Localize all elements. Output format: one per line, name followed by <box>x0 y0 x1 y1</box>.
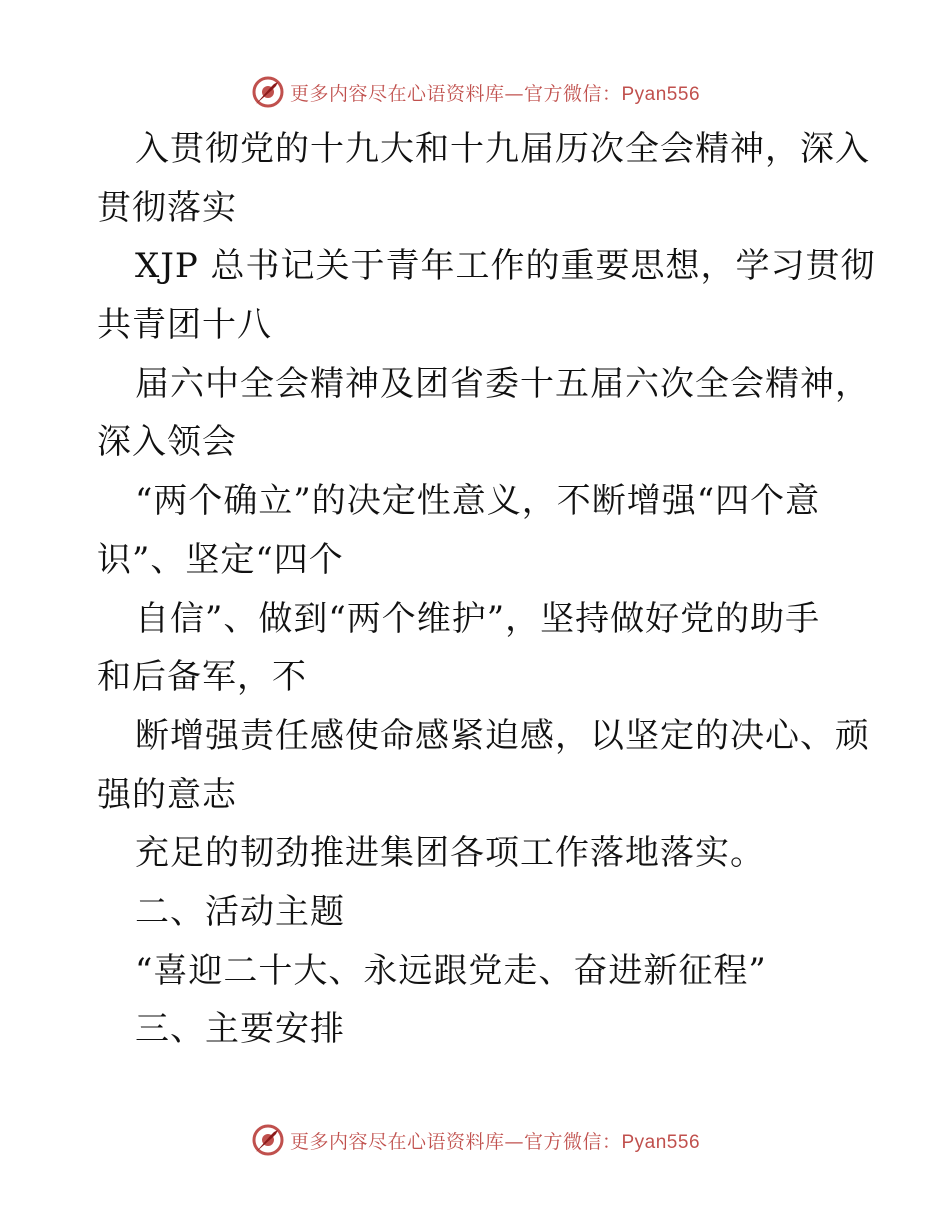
footer-banner-id: Pyan556 <box>621 1131 701 1153</box>
body-text <box>97 120 876 1059</box>
text-line: “两个确立”的决定性意义，不断增强“四个意 <box>135 481 821 522</box>
text-line: XJP 总书记关于青年工作的重要思想，学习贯彻 <box>135 246 876 287</box>
text-line: 共青团十八 <box>97 305 272 346</box>
text-line: 贯彻落实 <box>97 187 237 228</box>
header-banner <box>0 70 950 114</box>
text-line: 识”、坚定“四个 <box>97 539 344 580</box>
footer-banner <box>0 1118 950 1162</box>
section-heading: 三、主要安排 <box>135 1009 345 1050</box>
text-line: 入贯彻党的十九大和十九届历次全会精神，深入 <box>135 129 870 169</box>
text-line: 和后备军，不 <box>97 657 307 698</box>
text-line: 断增强责任感使命感紧迫感，以坚定的决心、顽 <box>135 715 870 756</box>
text-line: 深入领会 <box>97 422 237 463</box>
footer-banner-text: 更多内容尽在心语资料库—官方微信：Pyan556 <box>289 1130 701 1153</box>
text-line: 自信”、做到“两个维护”，坚持做好党的助手 <box>135 598 821 639</box>
section-heading: 二、活动主题 <box>135 891 345 932</box>
text-line: 充足的韧劲推进集团各项工作落地落实。 <box>135 833 765 874</box>
logo-icon <box>250 1122 286 1158</box>
logo-icon <box>250 74 286 110</box>
header-banner-id: Pyan556 <box>621 83 701 105</box>
text-line: “喜迎二十大、永远跟党走、奋进新征程” <box>135 950 767 991</box>
text-line: 强的意志 <box>97 774 237 815</box>
header-banner-text: 更多内容尽在心语资料库—官方微信：Pyan556 <box>289 82 701 105</box>
text-line: 届六中全会精神及团省委十五届六次全会精神， <box>135 363 870 404</box>
